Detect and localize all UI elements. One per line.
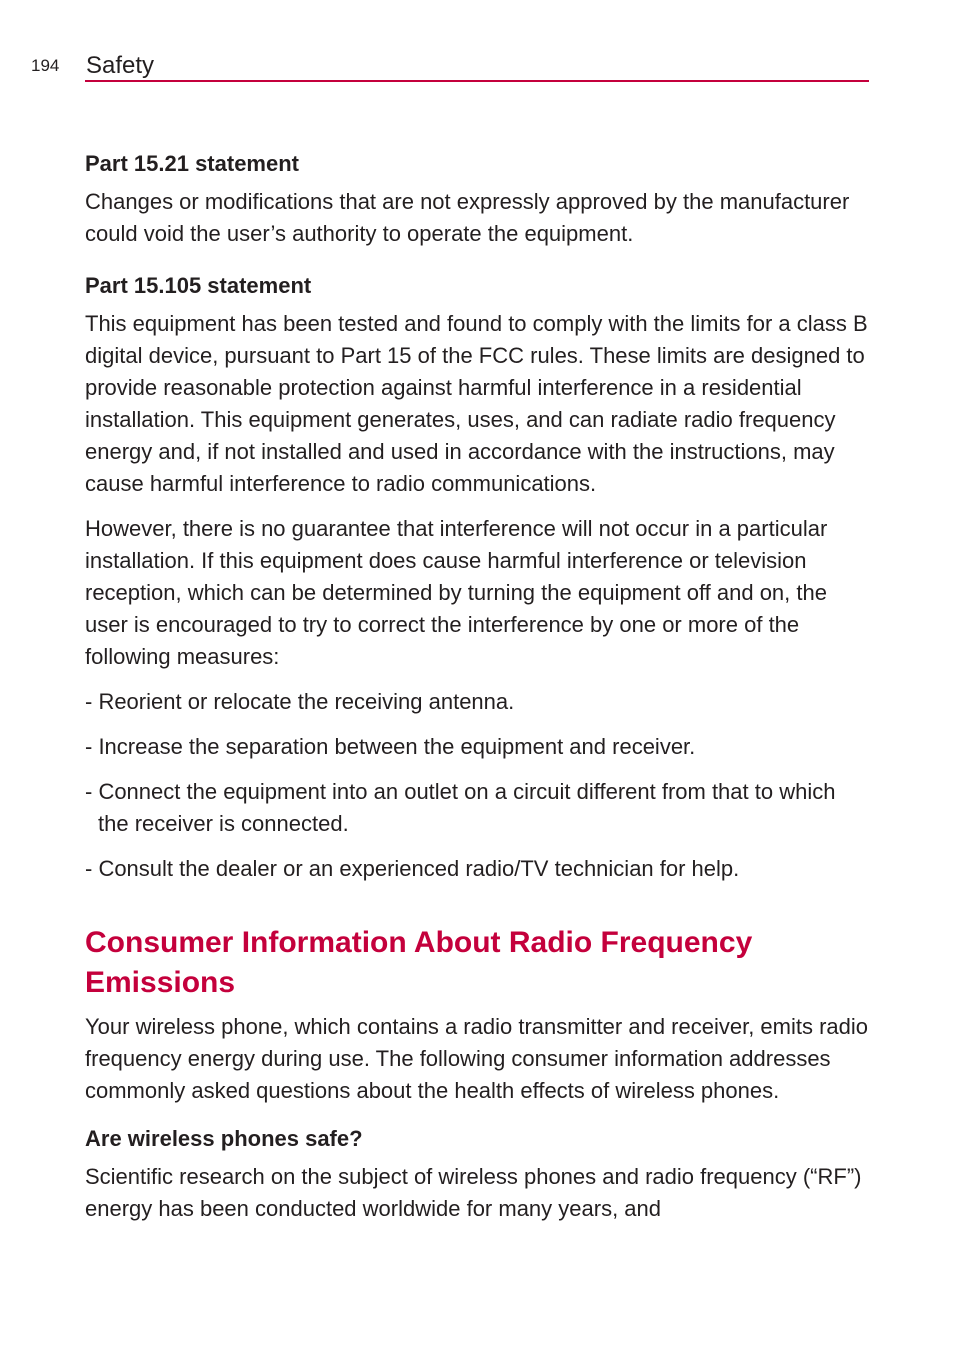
section-header-title: Safety xyxy=(86,52,155,79)
consumer-info-intro: Your wireless phone, which contains a radio transmitter and receiver, emits radio frequency energy during use. The following consumer information addresses commonly asked questions about the health effects of wireless phones. xyxy=(85,1014,869,1103)
measure-list-item: - Reorient or relocate the receiving antenna. xyxy=(85,689,515,714)
part-15-105-paragraph-2: However, there is no guarantee that interference will not occur in a particular installation. If this equipment does cause harmful interference or television reception, which can be determined by turning the equipment off and on, the user is encouraged to try to correct the interference by one or more of the following measures: xyxy=(85,516,828,669)
part-15-21-text: Changes or modifications that are not expressly approved by the manufacturer could void the user’s authority to operate the equipment. xyxy=(85,189,850,246)
part-15-105-heading: Part 15.105 statement xyxy=(85,273,312,298)
measure-list-item: - Consult the dealer or an experienced radio/TV technician for help. xyxy=(85,856,740,881)
header-divider xyxy=(85,80,869,82)
measure-list-item: - Increase the separation between the equipment and receiver. xyxy=(85,734,696,759)
page-content xyxy=(85,148,871,1238)
wireless-safety-text: Scientific research on the subject of wireless phones and radio frequency (“RF”) energy has been conducted worldwide for many years, and xyxy=(85,1164,862,1221)
measure-list-item: - Connect the equipment into an outlet on a circuit different from that to which the receiver is connected. xyxy=(85,779,836,836)
wireless-safety-heading: Are wireless phones safe? xyxy=(85,1126,363,1151)
part-15-21-heading: Part 15.21 statement xyxy=(85,151,299,176)
consumer-info-title: Consumer Information About Radio Frequency Emissions xyxy=(85,926,753,999)
page-number: 194 xyxy=(31,56,60,75)
part-15-105-paragraph-1: This equipment has been tested and found to comply with the limits for a class B digital device, pursuant to Part 15 of the FCC rules. These limits are designed to provide reasonable protection against harmful interference in a residential installation. This equipment generates, uses, and can radiate radio frequency energy and, if not installed and used in accordance with the instructions, may cause harmful interference to radio communications. xyxy=(85,311,868,496)
